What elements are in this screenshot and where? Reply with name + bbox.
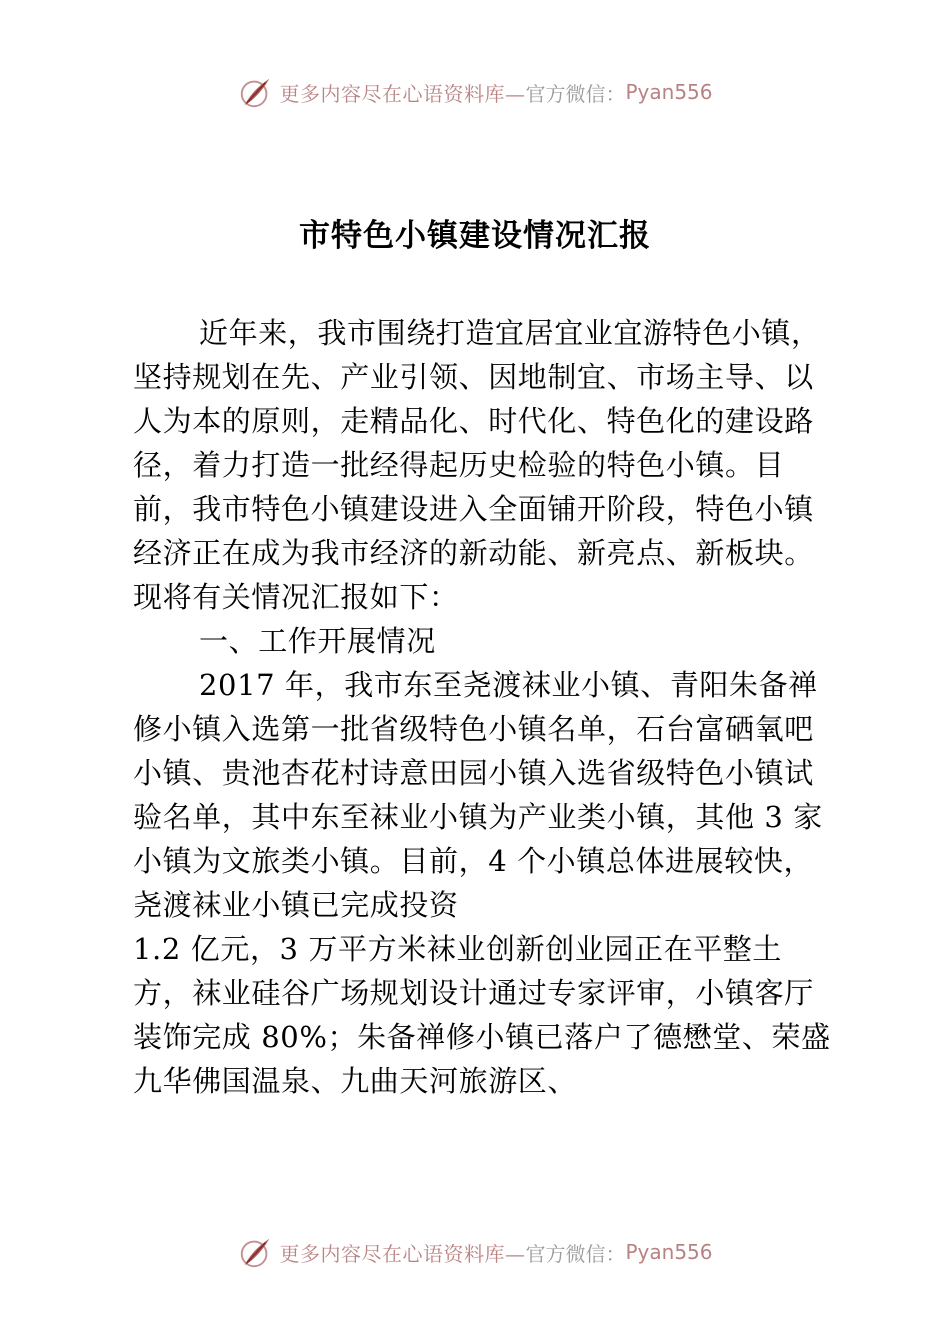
watermark-wechat-id: Pyan556	[625, 80, 713, 104]
document-title: 市特色小镇建设情况汇报	[299, 218, 651, 254]
paragraph-progress: 2017 年，我市东至尧渡袜业小镇、青阳朱备禅修小镇入选第一批省级特色小镇名单，石台富硒氧吧小镇、贵池杏花村诗意田园小镇入选省级特色小镇试验名单，其中东至袜业小镇为产业类小镇，其他 3 家小镇为文旅类小镇。目前，4 个小镇总体进展较快，尧渡袜业小镇已完成投资	[133, 668, 823, 922]
document-body	[133, 311, 833, 1103]
feather-logo-icon	[237, 1233, 275, 1271]
watermark-text: 更多内容尽在心语资料库—	[279, 81, 526, 106]
feather-logo-icon	[237, 73, 275, 111]
watermark-wechat-id: Pyan556	[625, 1240, 713, 1264]
header-watermark	[0, 72, 950, 112]
watermark-wechat-label: 官方微信：	[525, 81, 626, 106]
watermark-wechat-label: 官方微信：	[525, 1241, 626, 1266]
footer-watermark	[0, 1232, 950, 1272]
watermark-text: 更多内容尽在心语资料库—	[279, 1241, 526, 1266]
paragraph-investment: 1.2 亿元，3 万平方米袜业创新创业园正在平整土方，袜业硅谷广场规划设计通过专家评审，小镇客厅装饰完成 80%；朱备禅修小镇已落户了德懋堂、荣盛九华佛国温泉、九曲天河旅游区、	[133, 932, 831, 1098]
section-heading: 一、工作开展情况	[199, 624, 436, 658]
paragraph-intro: 近年来，我市围绕打造宜居宜业宜游特色小镇，坚持规划在先、产业引领、因地制宜、市场主导、以人为本的原则，走精品化、时代化、特色化的建设路径，着力打造一批经得起历史检验的特色小镇。目前，我市特色小镇建设进入全面铺开阶段，特色小镇经济正在成为我市经济的新动能、新亮点、新板块。现将有关情况汇报如下：	[133, 316, 821, 614]
